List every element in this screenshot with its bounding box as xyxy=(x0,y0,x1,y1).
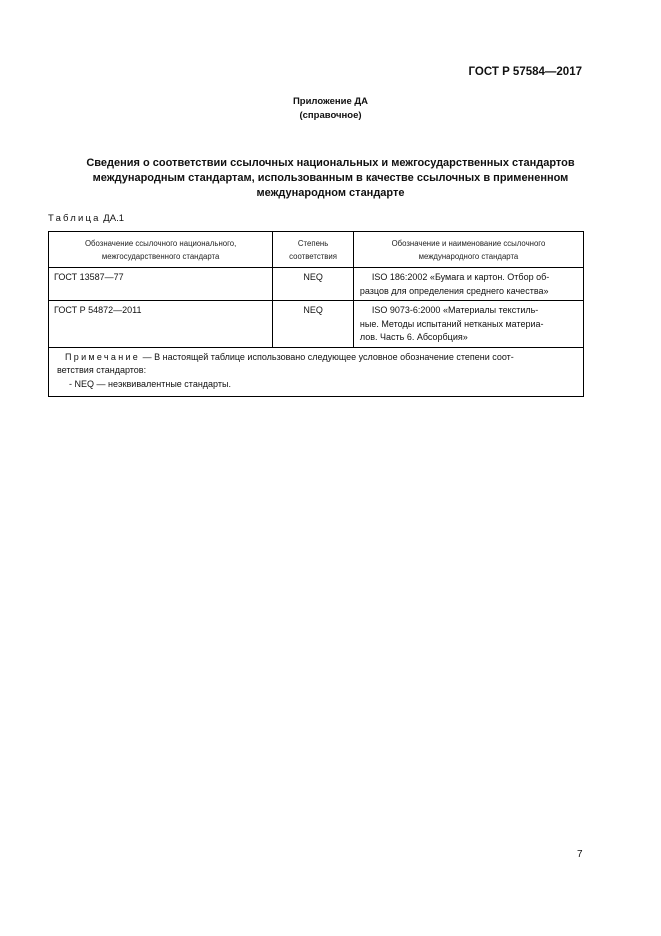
intl-line: ISO 9073-6:2000 «Материалы текстиль- xyxy=(371,305,539,315)
header-text-line: Обозначение ссылочного национального, xyxy=(84,238,237,248)
header-national-standard xyxy=(49,232,273,268)
note-label: Примечание xyxy=(65,351,141,362)
document-code: ГОСТ Р 57584—2017 xyxy=(468,66,582,78)
note-text-line-2: ветствия стандартов: xyxy=(57,365,147,375)
table-row xyxy=(49,268,584,301)
note-text-line-1: — В настоящей таблице использовано следующее условное обозначение степени соот- xyxy=(140,351,514,362)
note-text-line-3: - NEQ — неэквивалентные стандарты. xyxy=(69,378,231,389)
page-number: 7 xyxy=(577,849,583,860)
heading-line-1: Сведения о соответствии ссылочных национальных и межгосударственных стандартов xyxy=(86,157,575,169)
appendix-subtitle: (справочное) xyxy=(299,110,362,121)
heading-line-3: международном стандарте xyxy=(256,187,405,199)
table-row xyxy=(49,301,584,348)
intl-line: разцов для определения среднего качества» xyxy=(359,285,549,296)
national-standard-cell: ГОСТ Р 54872—2011 xyxy=(49,301,273,348)
international-standard-cell xyxy=(353,301,583,348)
section-heading xyxy=(48,156,613,201)
header-text-line: соответствия xyxy=(289,251,338,261)
international-standard-cell xyxy=(353,268,583,301)
table-note xyxy=(49,347,584,397)
degree-cell: NEQ xyxy=(273,301,354,348)
intl-line: ные. Методы испытаний нетканых материа- xyxy=(359,318,544,329)
table-note-row xyxy=(49,347,584,397)
header-degree xyxy=(273,232,354,268)
table-header-row xyxy=(49,232,584,268)
degree-cell: NEQ xyxy=(273,268,354,301)
header-text-line: межгосударственного стандарта xyxy=(101,251,220,261)
table-caption-number: ДА.1 xyxy=(103,213,124,224)
intl-line: ISO 186:2002 «Бумага и картон. Отбор об- xyxy=(371,272,550,282)
intl-line: лов. Часть 6. Абсорбция» xyxy=(359,332,468,342)
national-standard-cell: ГОСТ 13587—77 xyxy=(49,268,273,301)
header-text-line: Степень xyxy=(297,238,329,248)
heading-line-2: международным стандартам, использованным в качестве ссылочных в примененном xyxy=(92,172,569,184)
appendix-title: Приложение ДА xyxy=(292,96,369,107)
header-text-line: международного стандарта xyxy=(418,251,519,261)
table-caption-word: Таблица xyxy=(48,213,101,224)
header-international-standard xyxy=(353,232,583,268)
table-caption xyxy=(48,213,124,224)
correspondence-table xyxy=(48,231,584,397)
header-text-line: Обозначение и наименование ссылочного xyxy=(391,238,546,248)
appendix-block xyxy=(0,95,661,123)
